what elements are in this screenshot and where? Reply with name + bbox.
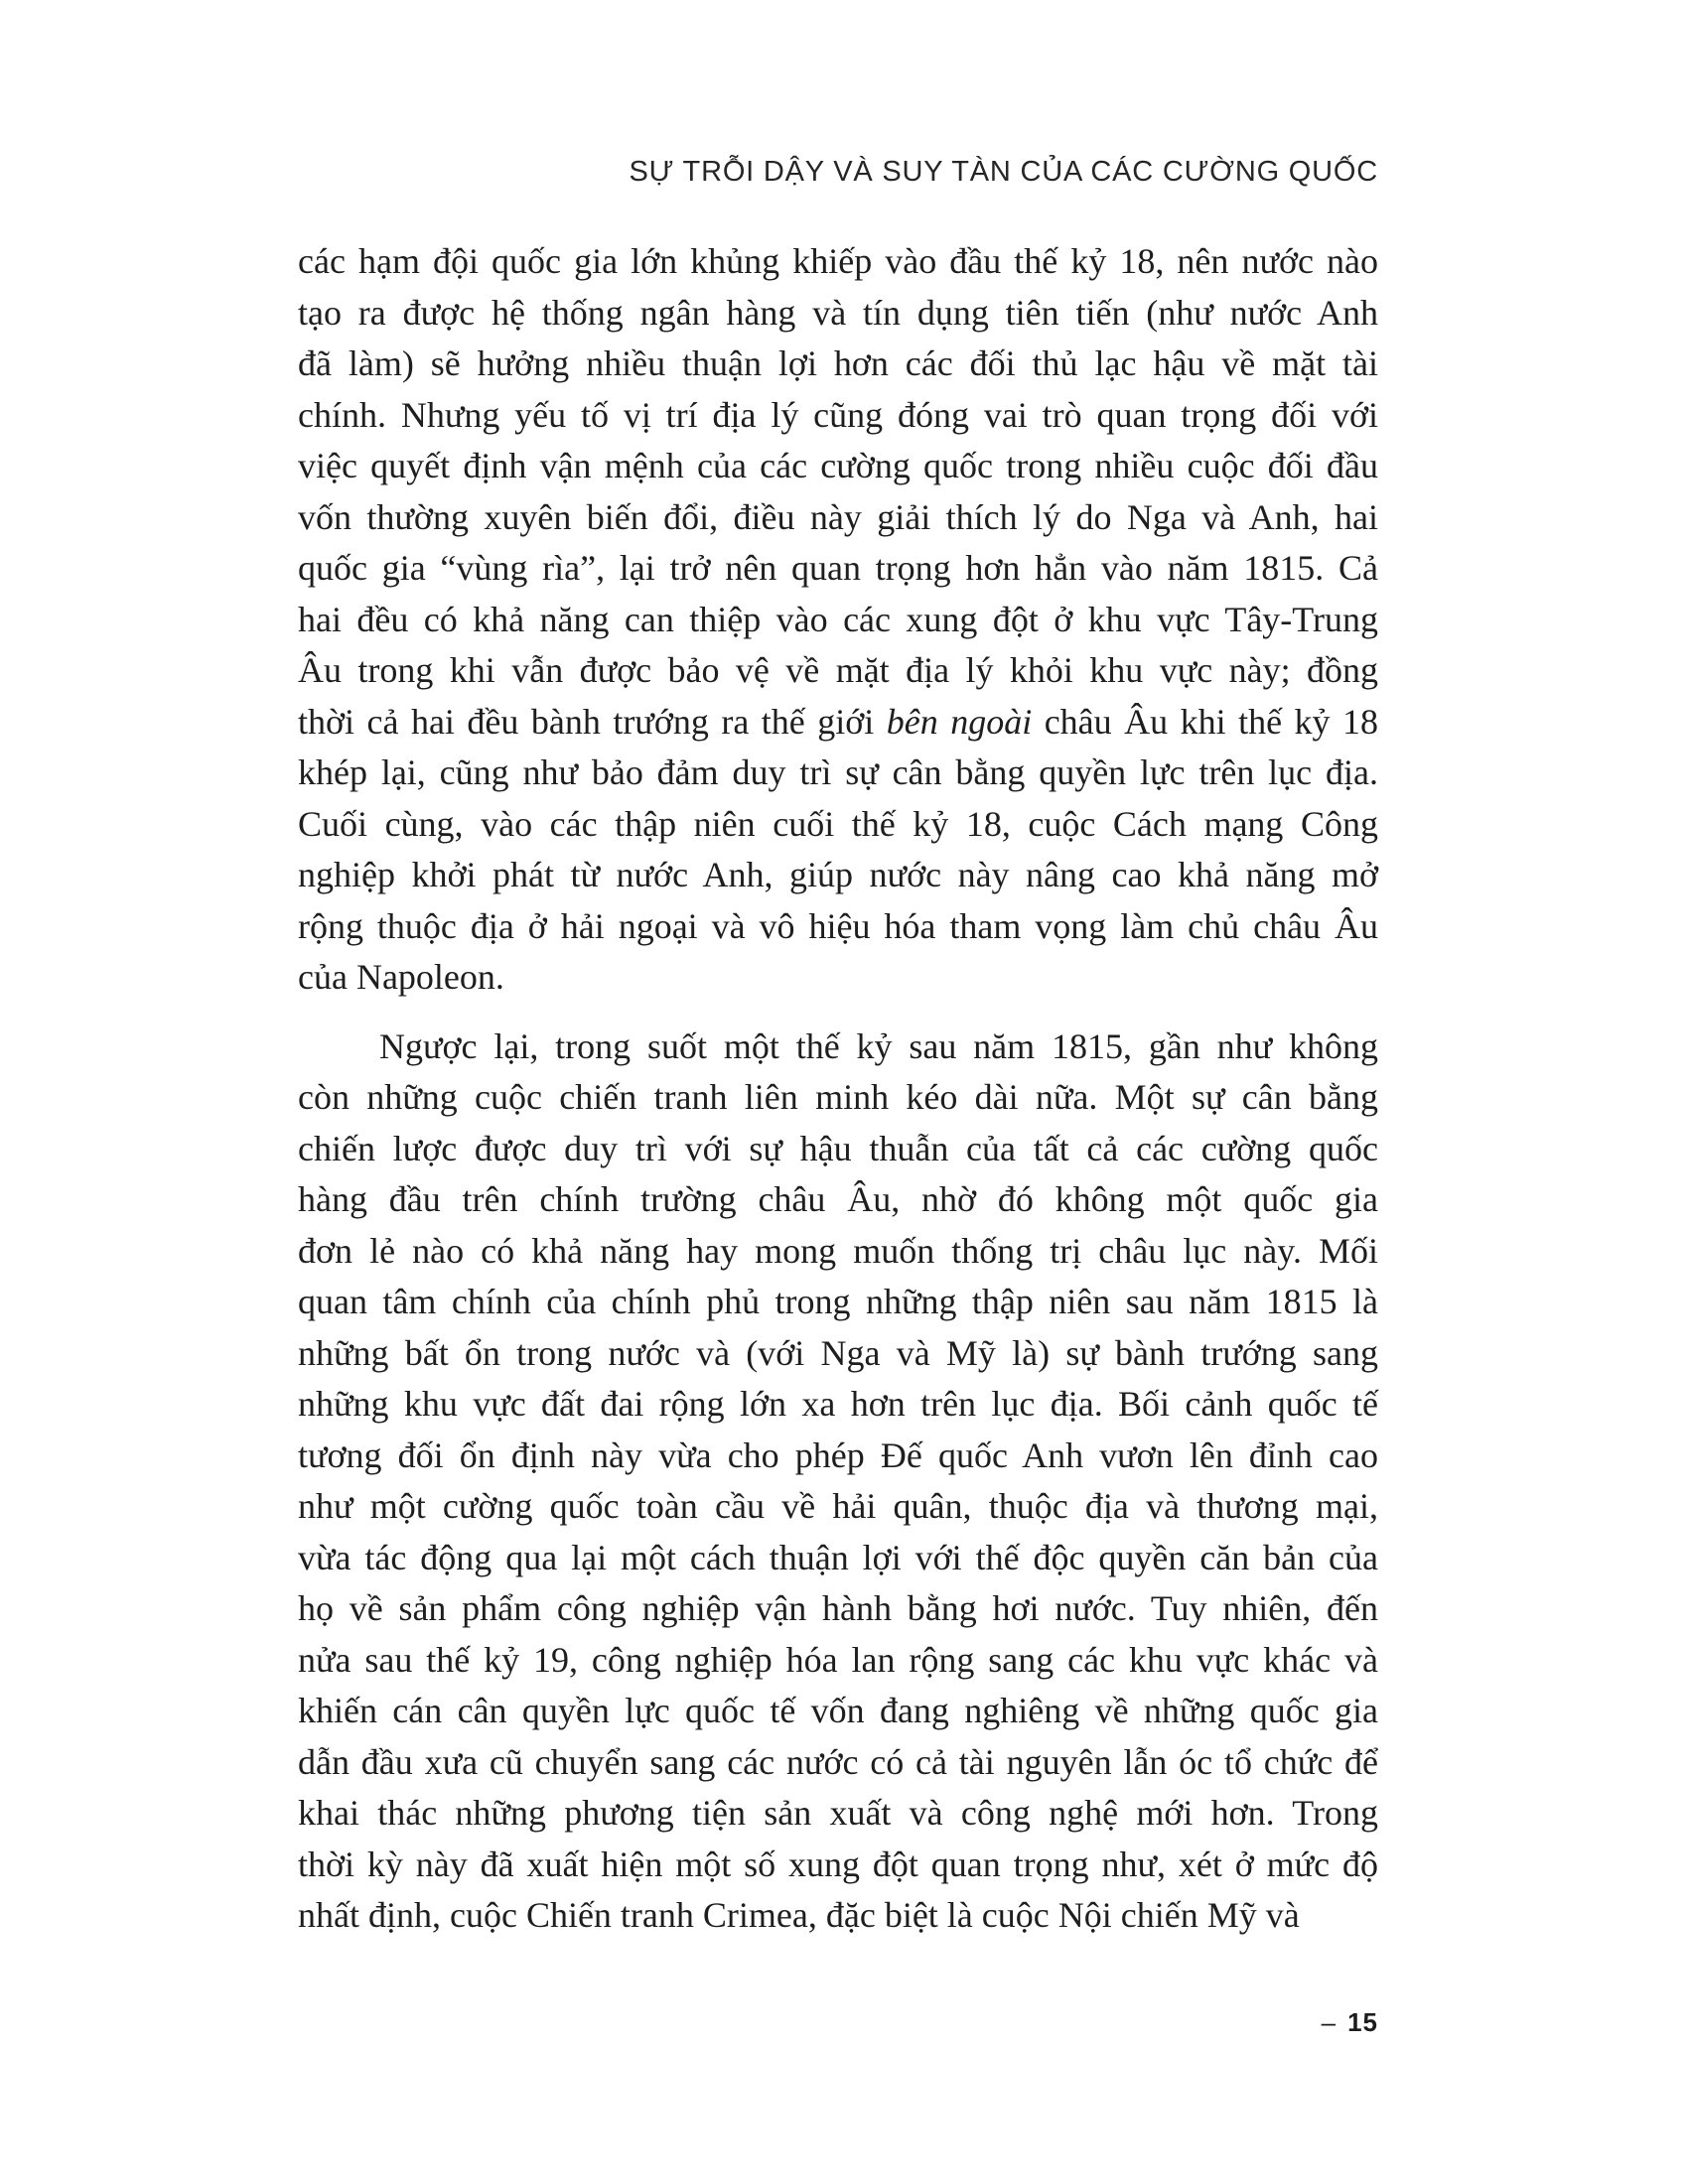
text-line: nhất định, cuộc Chiến tranh Crimea, đặc biệt là cuộc Nội chiến Mỹ và <box>298 1895 1300 1935</box>
text-line: nghiệp khởi phát từ nước Anh, giúp nước này nâng cao khả năng mở <box>298 855 1378 894</box>
text-line: các hạm đội quốc gia lớn khủng khiếp vào đầu thế kỷ 18, nên nước nào <box>298 241 1378 281</box>
text-line: nửa sau thế kỷ 19, công nghiệp hóa lan rộng sang các khu vực khác và <box>298 1639 1378 1680</box>
text-line: tương đối ổn định này vừa cho phép Đế quốc Anh vươn lên đỉnh cao <box>298 1434 1378 1475</box>
text-line: vốn thường xuyên biến đổi, điều này giải thích lý do Nga và Anh, hai <box>298 496 1378 537</box>
text-line: hàng đầu trên chính trường châu Âu, nhờ đó không một quốc gia <box>298 1179 1378 1219</box>
text-line: việc quyết định vận mệnh của các cường quốc trong nhiều cuộc đối đầu <box>298 446 1378 485</box>
text-line: chính. Nhưng yếu tố vị trí địa lý cũng đóng vai trò quan trọng đối với <box>298 394 1378 435</box>
text-line: Âu trong khi vẫn được bảo vệ về mặt địa lý khỏi khu vực này; đồng <box>298 650 1378 690</box>
body-text <box>298 236 1378 1942</box>
paragraph <box>298 1022 1378 1942</box>
text-line: dẫn đầu xưa cũ chuyển sang các nước có cả tài nguyên lẫn óc tổ chức để <box>298 1741 1378 1782</box>
page-number-dash: – <box>1321 2007 1336 2037</box>
page-number-value: 15 <box>1347 2007 1378 2037</box>
text-line: vừa tác động qua lại một cách thuận lợi với thế độc quyền căn bản của <box>298 1537 1378 1577</box>
text-line: còn những cuộc chiến tranh liên minh kéo dài nữa. Một sự cân bằng <box>298 1077 1378 1117</box>
text-line: quốc gia “vùng rìa”, lại trở nên quan trọng hơn hẳn vào năm 1815. Cả <box>298 548 1378 588</box>
text-line: đã làm) sẽ hưởng nhiều thuận lợi hơn các đối thủ lạc hậu về mặt tài <box>298 343 1378 383</box>
text-line: rộng thuộc địa ở hải ngoại và vô hiệu hóa tham vọng làm chủ châu Âu <box>298 905 1378 946</box>
text-line: của Napoleon. <box>298 957 504 997</box>
text-line: Ngược lại, trong suốt một thế kỷ sau năm 1815, gần như không <box>379 1025 1378 1066</box>
text-line: đơn lẻ nào có khả năng hay mong muốn thống trị châu lục này. Mối <box>298 1230 1378 1271</box>
running-header: SỰ TRỖI DẬY VÀ SUY TÀN CỦA CÁC CƯỜNG QUỐC <box>629 156 1378 188</box>
text-line: quan tâm chính của chính phủ trong những thập niên sau năm 1815 là <box>298 1282 1378 1321</box>
text-line: những khu vực đất đai rộng lớn xa hơn trên lục địa. Bối cảnh quốc tế <box>298 1384 1378 1424</box>
text-line: những bất ổn trong nước và (với Nga và Mỹ là) sự bành trướng sang <box>298 1332 1378 1373</box>
paragraph <box>298 236 1378 1004</box>
text-line: hai đều có khả năng can thiệp vào các xung đột ở khu vực Tây-Trung <box>298 599 1378 639</box>
text-line: thời kỳ này đã xuất hiện một số xung đột quan trọng như, xét ở mức độ <box>298 1843 1378 1884</box>
text-line: khép lại, cũng như bảo đảm duy trì sự cân bằng quyền lực trên lục địa. <box>298 752 1378 792</box>
text-line: họ về sản phẩm công nghiệp vận hành bằng hơi nước. Tuy nhiên, đến <box>298 1588 1378 1628</box>
text-line: Cuối cùng, vào các thập niên cuối thế kỷ 18, cuộc Cách mạng Công <box>298 803 1378 844</box>
page-number <box>298 2007 1378 2037</box>
text-line: như một cường quốc toàn cầu về hải quân, thuộc địa và thương mại, <box>298 1486 1378 1526</box>
text-line: thời cả hai đều bành trướng ra thế giới bên ngoài châu Âu khi thế kỷ 18 <box>298 701 1379 742</box>
text-line: tạo ra được hệ thống ngân hàng và tín dụng tiên tiến (như nước Anh <box>298 292 1378 333</box>
text-line: khai thác những phương tiện sản xuất và công nghệ mới hơn. Trong <box>298 1793 1378 1833</box>
text-line: chiến lược được duy trì với sự hậu thuẫn của tất cả các cường quốc <box>298 1128 1378 1168</box>
text-line: khiến cán cân quyền lực quốc tế vốn đang nghiêng về những quốc gia <box>298 1691 1378 1730</box>
